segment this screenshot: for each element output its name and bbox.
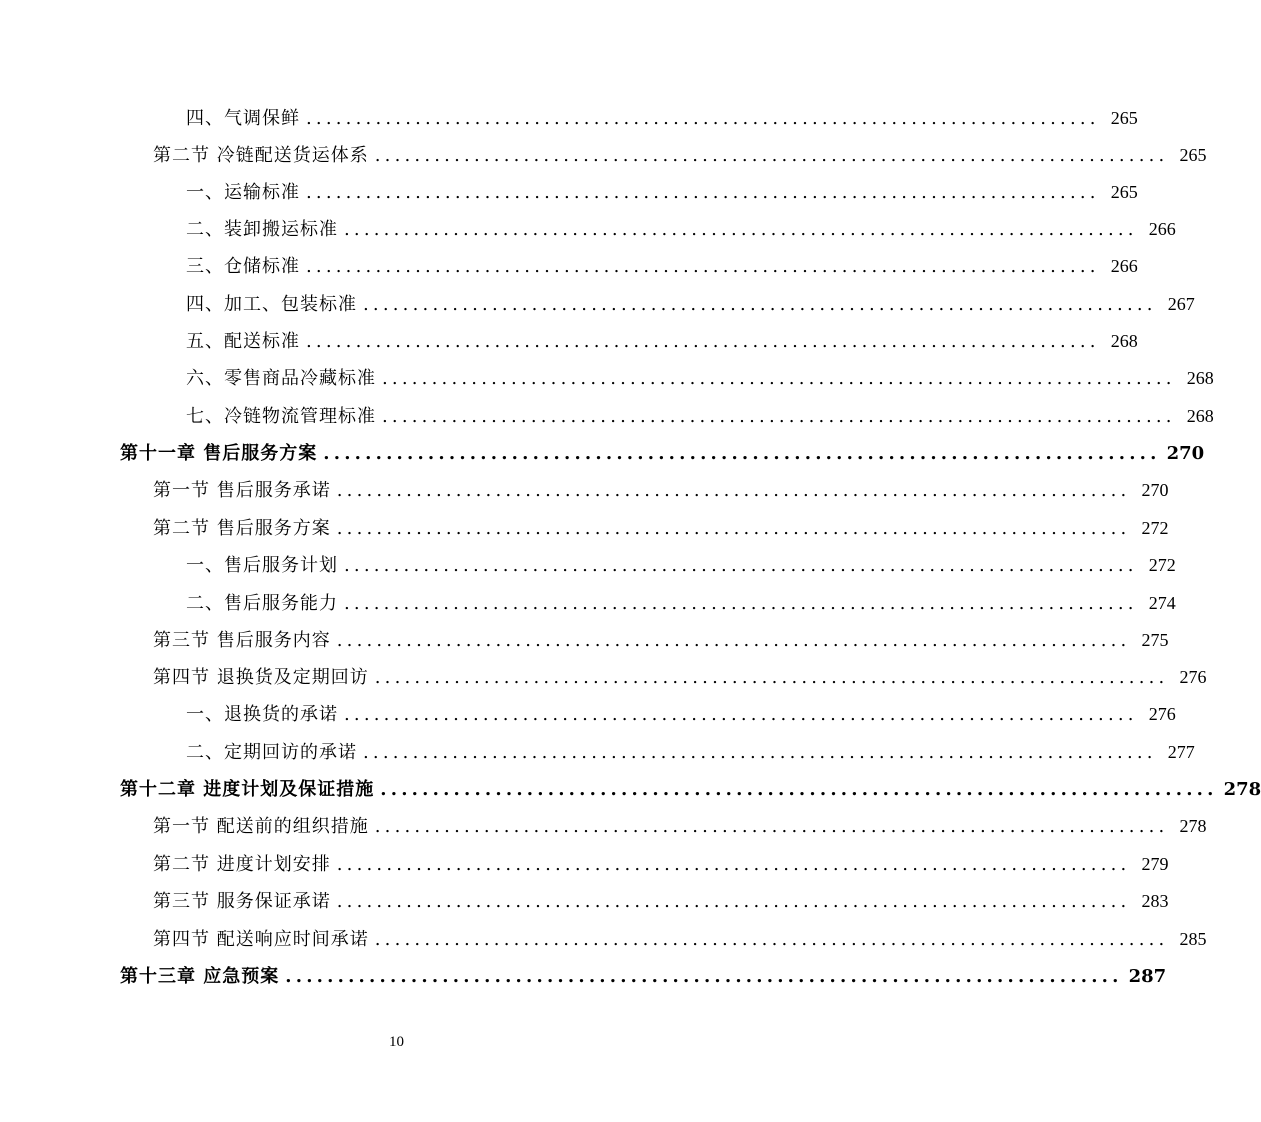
toc-entry-title: 第二节 冷链配送货运体系 bbox=[153, 145, 369, 166]
toc-entry-title: 第三节 售后服务内容 bbox=[153, 630, 331, 651]
toc-entry-page: 267 bbox=[1167, 294, 1195, 314]
toc-dot-leader: ................................................................................ bbox=[336, 518, 1131, 539]
toc-entry[interactable] bbox=[186, 547, 1176, 584]
toc-dot-leader: ................................................................................ bbox=[336, 854, 1131, 875]
toc-entry-title: 一、退换货的承诺 bbox=[186, 704, 338, 725]
toc-entry-page: 270 bbox=[1141, 480, 1169, 500]
toc-entry-page: 278 bbox=[1223, 779, 1261, 800]
toc-entry-page: 265 bbox=[1110, 182, 1138, 202]
toc-dot-leader: ................................................................................ bbox=[382, 368, 1176, 389]
toc-entry-page: 278 bbox=[1179, 816, 1207, 836]
toc-entry-page: 285 bbox=[1179, 929, 1207, 949]
toc-entry-page: 276 bbox=[1148, 704, 1176, 724]
toc-entry-title: 第三节 服务保证承诺 bbox=[153, 891, 331, 912]
toc-dot-leader: ................................................................................ bbox=[336, 891, 1131, 912]
toc-entry-page: 272 bbox=[1141, 518, 1169, 538]
toc-dot-leader: ................................................................................ bbox=[285, 966, 1123, 987]
toc-entry-title: 第十二章 进度计划及保证措施 bbox=[120, 779, 375, 800]
toc-entry[interactable] bbox=[153, 846, 1169, 883]
toc-entry[interactable] bbox=[186, 174, 1138, 211]
toc-entry-page: 265 bbox=[1179, 145, 1207, 165]
toc-dot-leader: ................................................................................ bbox=[306, 331, 1100, 352]
toc-entry[interactable] bbox=[153, 883, 1169, 920]
toc-entry-title: 第一节 配送前的组织措施 bbox=[153, 816, 369, 837]
toc-entry[interactable] bbox=[186, 696, 1176, 733]
toc-entry-title: 六、零售商品冷藏标准 bbox=[186, 368, 376, 389]
toc-entry-title: 七、冷链物流管理标准 bbox=[186, 406, 376, 427]
toc-chapter-entry[interactable] bbox=[120, 771, 1261, 808]
toc-entry-page: 272 bbox=[1148, 555, 1176, 575]
toc-entry-page: 266 bbox=[1110, 256, 1138, 276]
toc-entry[interactable] bbox=[186, 398, 1214, 435]
toc-entry-title: 二、售后服务能力 bbox=[186, 593, 338, 614]
toc-entry-title: 四、加工、包装标准 bbox=[186, 294, 357, 315]
toc-entry-title: 二、装卸搬运标准 bbox=[186, 219, 338, 240]
toc-dot-leader: ................................................................................ bbox=[344, 555, 1138, 576]
toc-dot-leader: ................................................................................ bbox=[306, 182, 1100, 203]
toc-entry-page: 277 bbox=[1167, 742, 1195, 762]
toc-dot-leader: ................................................................................ bbox=[344, 704, 1138, 725]
toc-entry[interactable] bbox=[186, 323, 1138, 360]
toc-entry[interactable] bbox=[186, 360, 1214, 397]
toc-entry-page: 274 bbox=[1148, 593, 1176, 613]
toc-dot-leader: ................................................................................ bbox=[363, 742, 1157, 763]
toc-entry-page: 266 bbox=[1148, 219, 1176, 239]
toc-entry-page: 275 bbox=[1141, 630, 1169, 650]
toc-entry[interactable] bbox=[153, 921, 1207, 958]
toc-entry-page: 287 bbox=[1128, 966, 1167, 987]
toc-entry-title: 第四节 配送响应时间承诺 bbox=[153, 929, 369, 950]
toc-entry-title: 三、仓储标准 bbox=[186, 256, 300, 277]
toc-entry[interactable] bbox=[186, 734, 1195, 771]
toc-entry-title: 第二节 售后服务方案 bbox=[153, 518, 331, 539]
toc-dot-leader: ................................................................................ bbox=[306, 108, 1100, 129]
toc-entry-title: 第四节 退换货及定期回访 bbox=[153, 667, 369, 688]
toc-entry-page: 279 bbox=[1141, 854, 1169, 874]
toc-entry-page: 268 bbox=[1186, 406, 1214, 426]
toc-dot-leader: ................................................................................ bbox=[374, 145, 1169, 166]
toc-dot-leader: ................................................................................ bbox=[374, 816, 1169, 837]
toc-entry-page: 270 bbox=[1166, 443, 1205, 464]
toc-entry-title: 五、配送标准 bbox=[186, 331, 300, 352]
toc-entry-title: 一、运输标准 bbox=[186, 182, 300, 203]
toc-dot-leader: ................................................................................ bbox=[344, 219, 1138, 240]
toc-entry[interactable] bbox=[153, 659, 1207, 696]
toc-entry[interactable] bbox=[186, 100, 1138, 137]
toc-entry-title: 二、定期回访的承诺 bbox=[186, 742, 357, 763]
toc-entry-title: 第一节 售后服务承诺 bbox=[153, 480, 331, 501]
toc-dot-leader: ................................................................................ bbox=[336, 630, 1131, 651]
toc-entry-page: 283 bbox=[1141, 891, 1169, 911]
toc-entry-title: 四、气调保鲜 bbox=[186, 108, 300, 129]
toc-entry-title: 第十三章 应急预案 bbox=[120, 966, 280, 987]
toc-entry[interactable] bbox=[186, 585, 1176, 622]
toc-dot-leader: ................................................................................ bbox=[382, 406, 1176, 427]
toc-entry[interactable] bbox=[186, 286, 1195, 323]
page-number: 10 bbox=[389, 1034, 404, 1050]
toc-dot-leader: ................................................................................ bbox=[374, 667, 1169, 688]
toc-entry-title: 第十一章 售后服务方案 bbox=[120, 443, 318, 464]
toc-dot-leader: ................................................................................ bbox=[344, 593, 1138, 614]
toc-dot-leader: ................................................................................ bbox=[380, 779, 1218, 800]
toc-entry-title: 一、售后服务计划 bbox=[186, 555, 338, 576]
toc-entry[interactable] bbox=[186, 248, 1138, 285]
toc-chapter-entry[interactable] bbox=[120, 958, 1167, 995]
toc-dot-leader: ................................................................................ bbox=[323, 443, 1161, 464]
toc-chapter-entry[interactable] bbox=[120, 435, 1205, 472]
toc-dot-leader: ................................................................................ bbox=[336, 480, 1131, 501]
toc-entry[interactable] bbox=[153, 808, 1207, 845]
toc-dot-leader: ................................................................................ bbox=[374, 929, 1169, 950]
toc-entry-page: 268 bbox=[1110, 331, 1138, 351]
toc-entry-page: 268 bbox=[1186, 368, 1214, 388]
toc-dot-leader: ................................................................................ bbox=[306, 256, 1100, 277]
toc-entry-title: 第二节 进度计划安排 bbox=[153, 854, 331, 875]
toc-entry[interactable] bbox=[153, 472, 1169, 509]
toc-entry[interactable] bbox=[153, 510, 1169, 547]
toc-dot-leader: ................................................................................ bbox=[363, 294, 1157, 315]
toc-entry[interactable] bbox=[153, 622, 1169, 659]
toc-entry[interactable] bbox=[186, 211, 1176, 248]
toc-entry-page: 276 bbox=[1179, 667, 1207, 687]
toc-entry[interactable] bbox=[153, 137, 1207, 174]
toc-entry-page: 265 bbox=[1110, 108, 1138, 128]
